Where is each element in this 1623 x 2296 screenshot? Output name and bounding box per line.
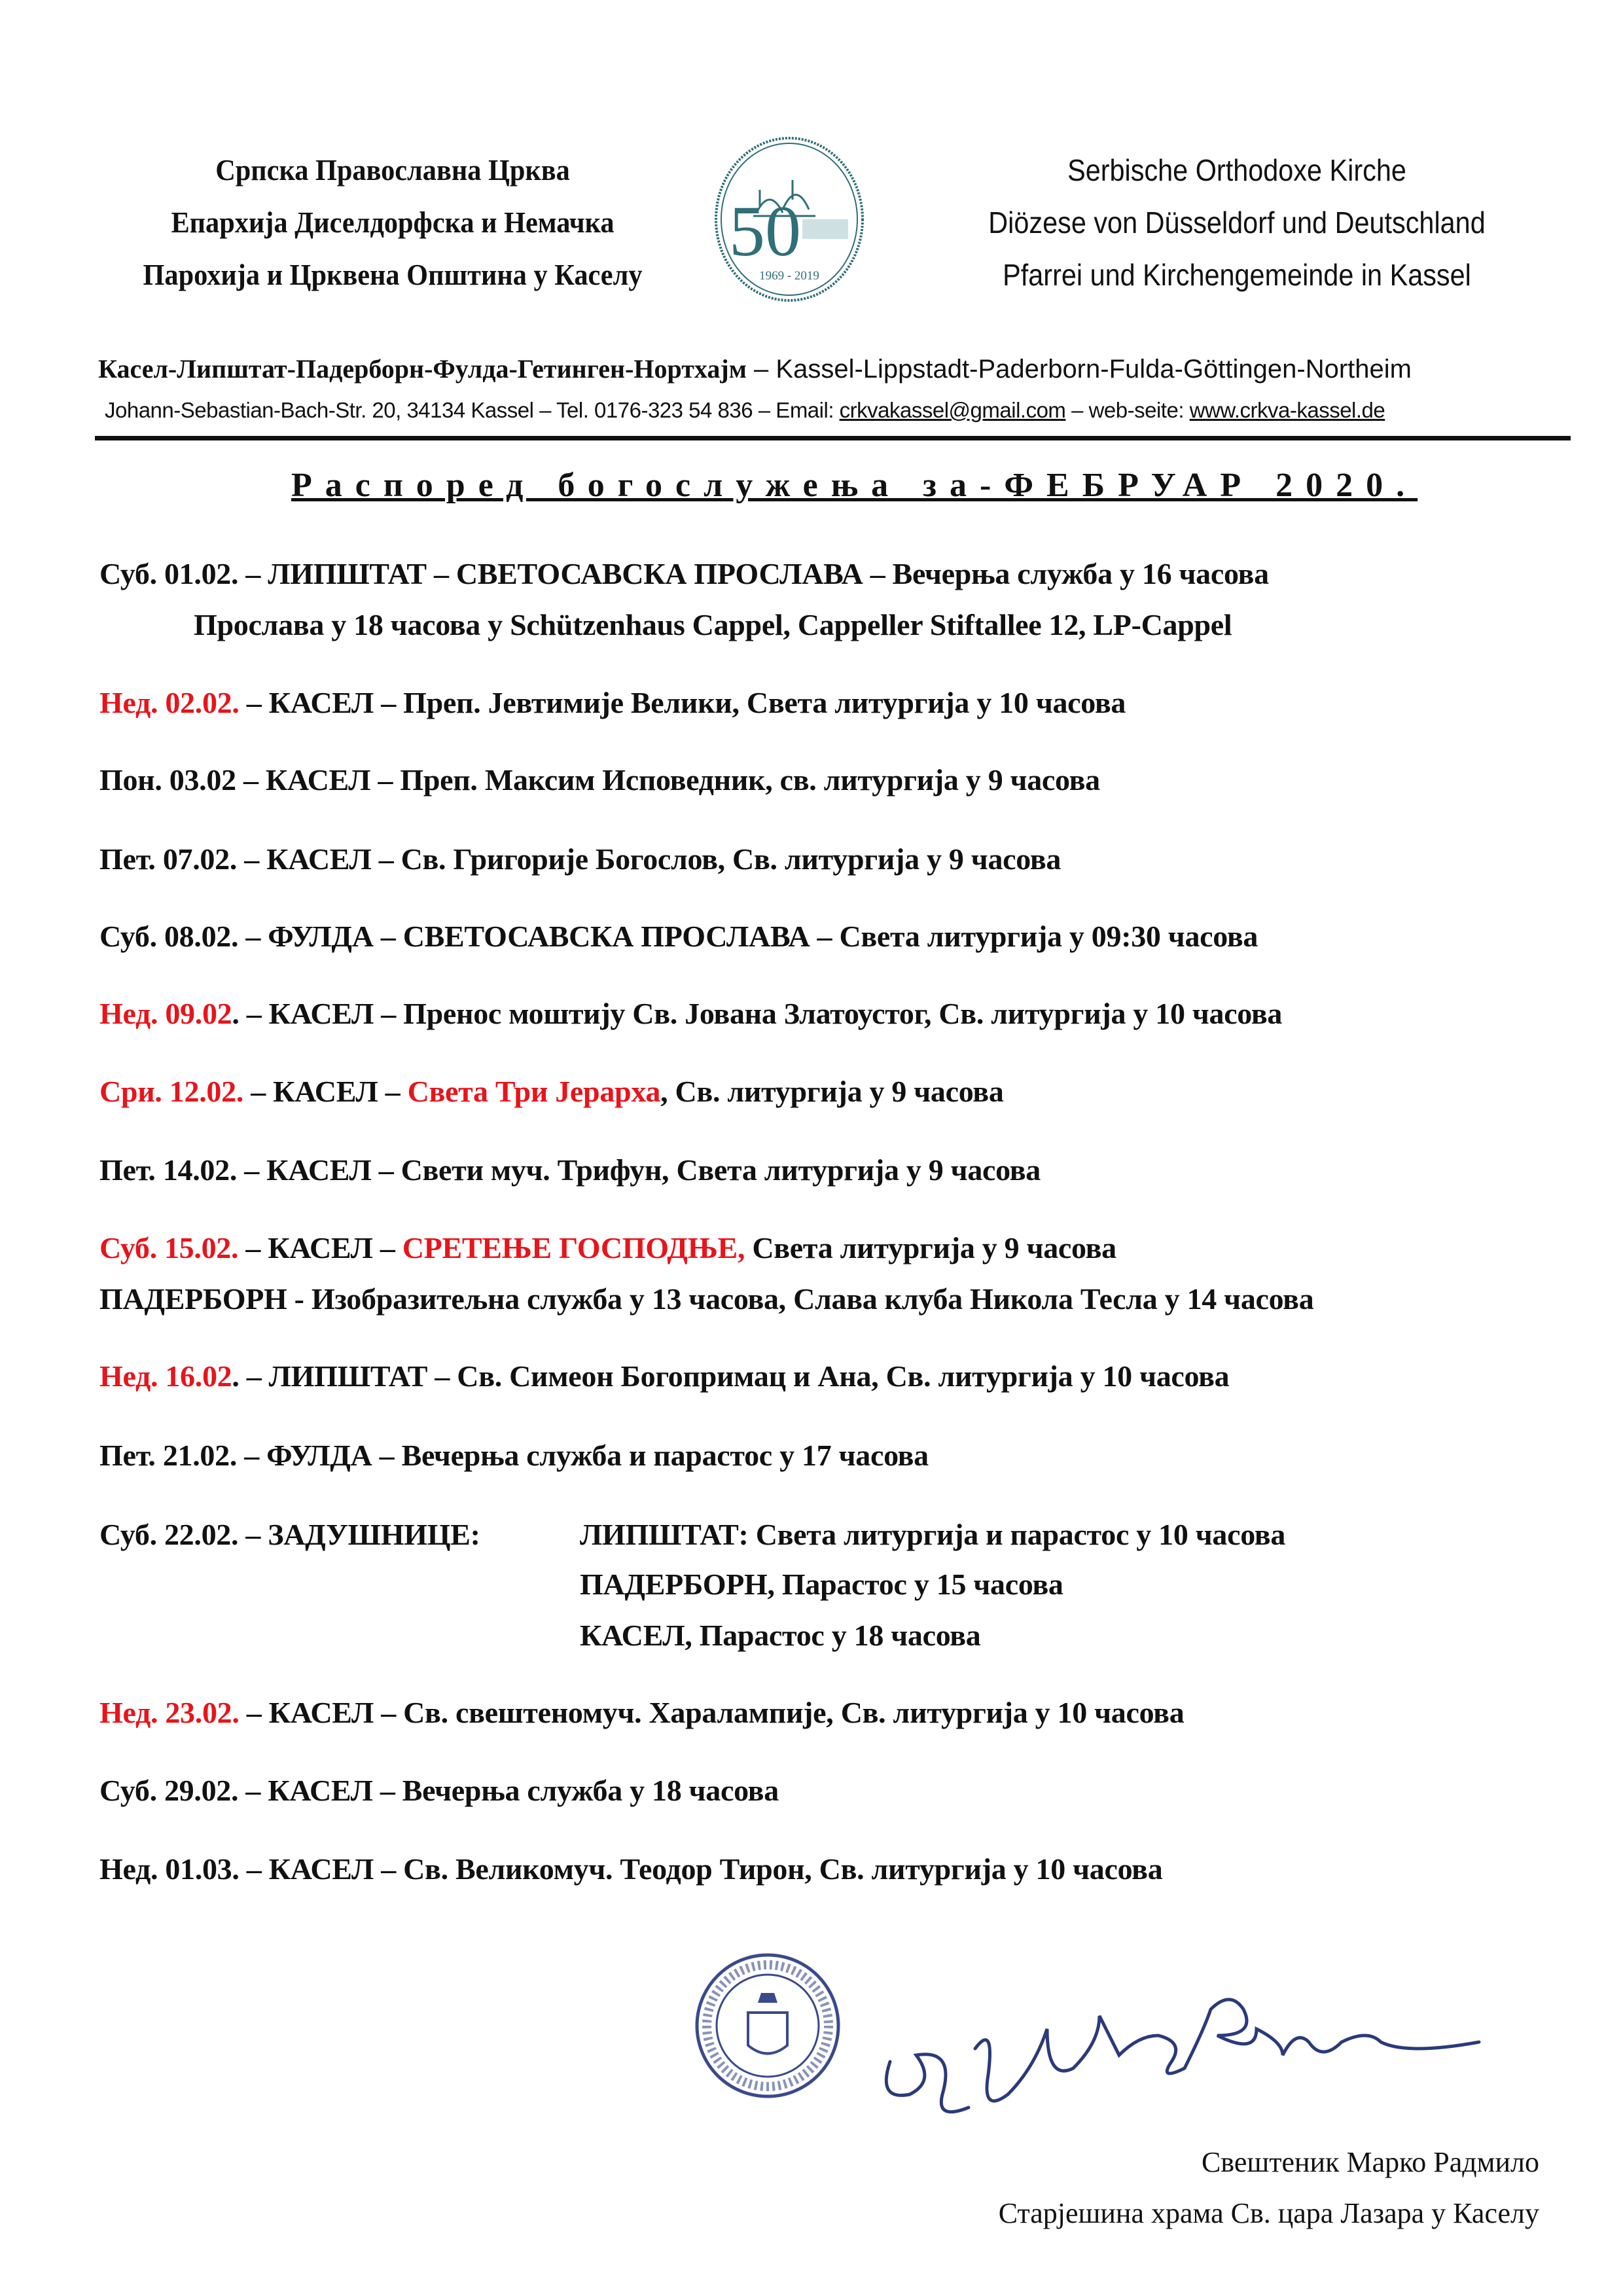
contact-line xyxy=(105,398,1571,423)
entry-text: Прослава у 18 часова у Schützenhaus Cappel, Cappeller Stiftallee 12, LP-Cappel xyxy=(194,608,1232,641)
church-name-de: Serbische Orthodoxe Kirche xyxy=(1067,153,1406,187)
schedule-entry xyxy=(580,1567,1063,1602)
header-divider xyxy=(95,436,1571,440)
entry-text: – КАСЕЛ – Преп. Јевтимије Велики, Света литургија у 10 часова xyxy=(239,686,1126,719)
entry-text: , Св. литургија у 9 часова xyxy=(660,1075,1004,1108)
entry-text: – КАСЕЛ – xyxy=(238,1231,402,1265)
schedule-entry xyxy=(99,996,1282,1031)
entry-text: Пон. 03.02 – КАСЕЛ – Преп. Максим Исповедник, св. литургија у 9 часова xyxy=(99,763,1100,797)
entry-text: Суб. 22.02. – ЗАДУШНИЦЕ: xyxy=(99,1518,480,1551)
eparchy-name-sr: Епархија Диселдорфска и Немачка xyxy=(171,206,615,239)
schedule-entry xyxy=(99,1773,779,1808)
header-right-german xyxy=(948,144,1525,301)
entry-text: ПАДЕРБОРН, Парастос у 15 часова xyxy=(580,1568,1063,1601)
schedule-entry xyxy=(99,1517,1286,1552)
entry-text: Суб. 08.02. – ФУЛДА – СВЕТОСАВСКА ПРОСЛАВА – Света литургија у 09:30 часова xyxy=(99,920,1258,953)
entry-text: Пет. 07.02. – КАСЕЛ – Св. Григорије Богослов, Св. литургија у 9 часова xyxy=(99,842,1061,876)
highlighted-text: Нед. 16.02 xyxy=(99,1359,232,1393)
entry-text: . – КАСЕЛ – Пренос моштију Св. Јована Златоустог, Св. литургија у 10 часова xyxy=(232,997,1283,1030)
header-left-cyrillic xyxy=(122,144,664,301)
entry-text: Пет. 14.02. – КАСЕЛ – Свети муч. Трифун, Света литургија у 9 часова xyxy=(99,1153,1041,1187)
web-label: – web-seite: xyxy=(1065,398,1190,422)
entry-text: Нед. 01.03. – КАСЕЛ – Св. Великомуч. Теодор Тирон, Св. литургија у 10 часова xyxy=(99,1852,1163,1886)
highlighted-text: Нед. 23.02. xyxy=(99,1696,240,1729)
schedule-entry xyxy=(99,1438,929,1473)
entry-text: – КАСЕЛ – Св. свештеномуч. Харалампије, Св. литургија у 10 часова xyxy=(239,1696,1185,1729)
highlighted-text: Нед. 09.02 xyxy=(99,997,232,1030)
anniversary-number: 50 xyxy=(729,191,801,271)
email-link[interactable]: crkvakassel@gmail.com xyxy=(839,398,1066,422)
entry-text: Суб. 01.02. – ЛИПШТАТ – СВЕТОСАВСКА ПРОСЛАВА – Вечерња служба у 16 часова xyxy=(99,557,1269,590)
locations-cyrillic: Касел-Липштат-Падерборн-Фулда-Гетинген-Нортхајм xyxy=(98,354,747,384)
highlighted-text: Нед. 02.02. xyxy=(99,686,240,719)
schedule-entry xyxy=(99,685,1126,720)
parish-name-de: Pfarrei und Kirchengemeinde in Kassel xyxy=(1003,258,1471,292)
schedule-entry xyxy=(99,1282,1313,1316)
entry-text: КАСЕЛ, Парастос у 18 часова xyxy=(580,1619,981,1652)
schedule-entry xyxy=(99,919,1258,954)
highlighted-text: Света Три Јерарха xyxy=(407,1075,661,1108)
entry-text: ЛИПШТАТ: Света литургија и парастос у 10 часова xyxy=(580,1518,1286,1551)
entry-text: Света литургија у 9 часова xyxy=(745,1231,1116,1265)
entry-text: Пет. 21.02. – ФУЛДА – Вечерња служба и парастос у 17 часова xyxy=(99,1439,929,1472)
highlighted-text: СРЕТЕЊЕ ГОСПОДЊЕ, xyxy=(402,1231,745,1265)
entry-text: – КАСЕЛ – xyxy=(243,1075,408,1108)
church-seal xyxy=(692,1950,843,2101)
church-name-sr: Српска Православна Црква xyxy=(215,153,570,187)
schedule-entry xyxy=(99,1852,1162,1886)
anniversary-logo xyxy=(704,134,874,304)
page-title: Распоред богослужења за-ФЕБРУАР 2020. xyxy=(291,467,1418,504)
schedule-entry xyxy=(99,1359,1229,1393)
schedule-entry xyxy=(99,1074,1004,1109)
entry-text: ПАДЕРБОРН - Изобразитељна служба у 13 часова, Слава клуба Никола Тесла у 14 часова xyxy=(99,1282,1314,1316)
signature xyxy=(877,1977,1564,2127)
entry-text: . – ЛИПШТАТ – Св. Симеон Богопримац и Ана, Св. литургија у 10 часова xyxy=(232,1359,1230,1393)
priest-role: Старјешина храма Св. цара Лазара у Каселу xyxy=(998,2197,1539,2229)
highlighted-text: Сри. 12.02. xyxy=(99,1075,244,1108)
schedule-entry xyxy=(99,762,1100,797)
diocese-name-de: Diözese von Düsseldorf und Deutschland xyxy=(988,206,1486,240)
locations-latin: – Kassel-Lippstadt-Paderborn-Fulda-Göttingen-Northeim xyxy=(746,355,1412,384)
schedule-entry xyxy=(99,1230,1116,1265)
schedule-entry xyxy=(99,842,1061,876)
schedule-entry xyxy=(580,1618,981,1653)
website-link[interactable]: www.crkva-kassel.de xyxy=(1189,398,1385,422)
schedule-entry xyxy=(99,1695,1184,1730)
schedule-entry xyxy=(99,1153,1041,1187)
priest-name: Свештеник Марко Радмило xyxy=(1201,2146,1539,2178)
schedule-entry xyxy=(194,607,1232,642)
anniversary-years: 1969 - 2019 xyxy=(759,269,819,283)
address-phone: Johann-Sebastian-Bach-Str. 20, 34134 Kassel – Tel. 0176-323 54 836 – Email: xyxy=(105,398,840,422)
parish-name-sr: Парохија и Црквена Општина у Каселу xyxy=(143,258,643,291)
highlighted-text: Суб. 15.02. xyxy=(99,1231,239,1265)
entry-text: Суб. 29.02. – КАСЕЛ – Вечерња служба у 18 часова xyxy=(99,1774,779,1807)
schedule-entry xyxy=(99,556,1269,591)
parish-locations xyxy=(98,353,1571,384)
